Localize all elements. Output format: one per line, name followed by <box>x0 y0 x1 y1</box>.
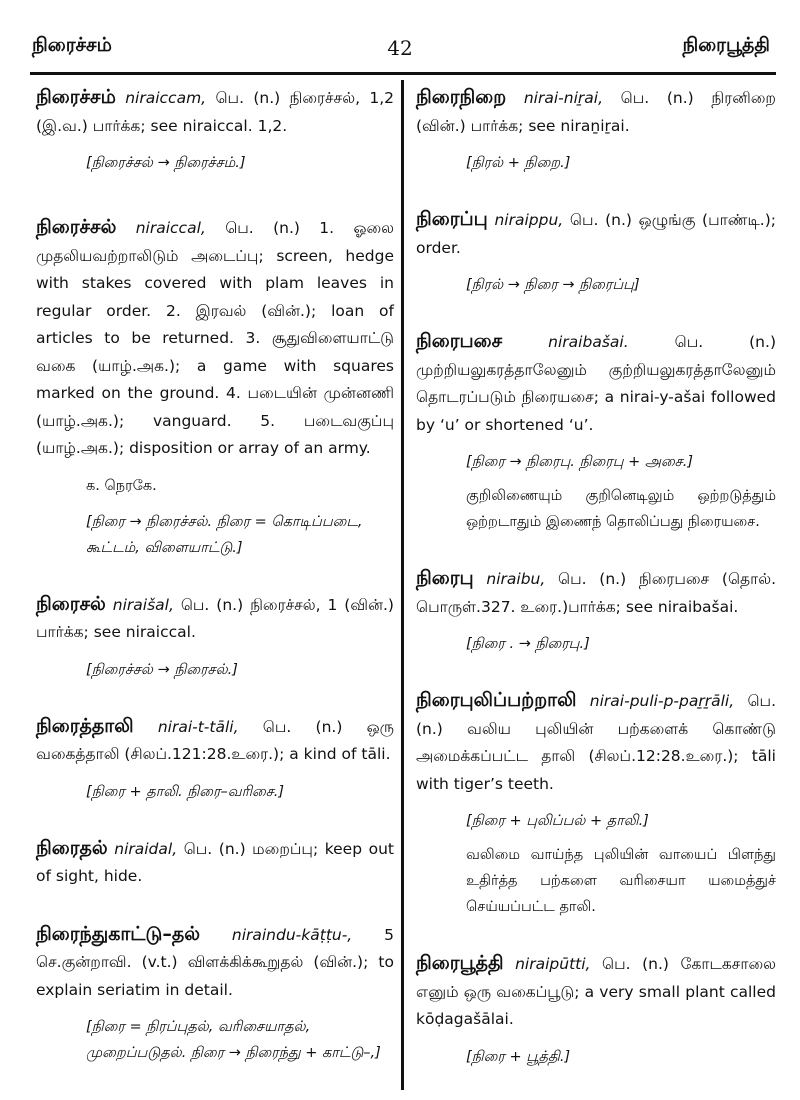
dictionary-entry <box>416 328 776 535</box>
left-column <box>36 84 394 1066</box>
transliteration: niraiccal, <box>135 219 206 237</box>
right-guide-word: நிரைபூத்தி <box>682 34 770 56</box>
dictionary-entry <box>36 591 394 683</box>
etymology: [நிரை + பூத்தி.] <box>466 1048 571 1065</box>
headword: நிரைதல் <box>36 836 108 859</box>
transliteration: niraipūtti, <box>515 955 591 973</box>
transliteration: nirai-t-tāli, <box>157 717 239 736</box>
transliteration: niraindu-kāṭṭu-, <box>231 925 353 944</box>
headword: நிரைபூத்தி <box>416 952 504 974</box>
dictionary-entry <box>36 835 394 891</box>
cognate: க. நெரகே. <box>86 477 157 494</box>
dictionary-entry <box>416 84 776 176</box>
dictionary-entry <box>416 206 776 298</box>
headword: நிரைச்சம் <box>36 86 116 108</box>
transliteration: niraibašai. <box>548 333 629 351</box>
headword: நிரைபுலிப்பற்றாலி <box>416 689 577 711</box>
etymology: [நிரல் → நிரை → நிரைப்பு] <box>466 277 640 293</box>
definition: பெ. (n.) நிரனிறை (வின்.) பார்க்க; see niraṉiṟai. <box>416 89 776 135</box>
definition: பெ. (n.) 1. ஓலை முதலியவற்றாலிடும் அடைப்பு; screen, hedge with stakes covered with plam leaves in regular order. 2. இரவல் (வின்.); loan of articles to be returned. 3. சூதுவிளையாட்டு வகை (யாழ்.அக.); a game with squares marked on the ground. 4. படையின் முன்னணி (யாழ்.அக.); vanguard. 5. படைவகுப்பு (யாழ்.அக.); disposition or array of an army. <box>36 219 394 457</box>
transliteration: niraidal, <box>114 839 178 858</box>
dictionary-entry <box>36 214 394 561</box>
headword: நிரைபசை <box>416 330 503 352</box>
definition: பெ. (n.) நிரைச்சல், 1,2 (இ.வ.) பார்க்க; see niraiccal. 1,2. <box>36 89 394 135</box>
headword: நிரைத்தாலி <box>36 714 134 737</box>
definition: பெ. (n.) கோடகசாலை எனும் ஒரு வகைப்பூடு; a very small plant called kōḍagašālai. <box>416 955 776 1028</box>
header-rule <box>30 72 776 75</box>
headword: நிரைநிறை <box>416 86 507 108</box>
etymology: [நிரை = நிரப்புதல், வரிசையாதல், முறைப்படுதல். நிரை → நிரைந்து + காட்டு–,] <box>86 1019 381 1061</box>
headword: நிரைந்துகாட்டு–தல் <box>36 922 201 945</box>
explanation: குறிலிணையும் குறினெடிலும் ஒற்றடுத்தும் ஒற்றடாதும் இணைந் தொலிப்பது நிரையசை. <box>466 488 776 530</box>
definition: பெ. (n.) மறைப்பு; keep out of sight, hide. <box>36 839 394 885</box>
headword: நிரைப்பு <box>416 208 488 230</box>
etymology: [நிரை + புலிப்பல் + தாலி.] <box>466 813 649 829</box>
etymology: [நிரை → நிரைச்சல். நிரை = கொடிப்படை, கூட்டம், விளையாட்டு.] <box>86 513 363 556</box>
dictionary-entry <box>36 921 394 1067</box>
definition: பெ. (n.) நிரைபசை (தொல். பொருள்.327. உரை.)பார்க்க; see niraibašai. <box>416 570 776 616</box>
definition: பெ. (n.) ஒழுங்கு (பாண்டி.); order. <box>416 211 776 257</box>
transliteration: niraiccam, <box>125 89 207 107</box>
etymology: [நிரல் + நிறை.] <box>466 155 571 171</box>
definition: பெ. (n.) ஒரு வகைத்தாலி (சிலப்.121:28.உரை.); a kind of tāli. <box>36 717 395 763</box>
transliteration: niraippu, <box>494 211 564 229</box>
dictionary-entry <box>416 950 776 1070</box>
transliteration: nirai-puli-p-paṟṟāli, <box>589 692 735 710</box>
transliteration: niraibu, <box>486 570 546 588</box>
etymology: [நிரைச்சல் → நிரைச்சம்.] <box>86 155 246 171</box>
definition: 5 செ.குன்றாவி. (v.t.) விளக்கிக்கூறுதல் (வின்.); to explain seriatim in detail. <box>36 925 394 999</box>
definition: பெ. (n.) நிரைச்சல், 1 (வின்.) பார்க்க; see niraiccal. <box>36 595 394 641</box>
definition: பெ. (n.) வலிய புலியின் பற்களைக் கொண்டு அமைக்கப்பட்ட தாலி (சிலப்.12:28.உரை.); tāli with tiger’s teeth. <box>416 692 776 793</box>
dictionary-entry <box>36 713 394 805</box>
etymology: [நிரை → நிரைபு. நிரைபு + அசை.] <box>466 454 693 470</box>
transliteration: niraišal, <box>112 595 174 614</box>
etymology: [நிரைச்சல் → நிரைசல்.] <box>86 661 238 678</box>
transliteration: nirai-niṟai, <box>523 89 603 107</box>
etymology: [நிரை + தாலி. நிரை–வரிசை.] <box>86 783 285 800</box>
dictionary-entry <box>416 687 776 920</box>
etymology: [நிரை . → நிரைபு.] <box>466 636 590 652</box>
right-column <box>416 84 776 1070</box>
explanation: வலிமை வாய்ந்த புலியின் வாயைப் பிளந்து உதிர்த்த பற்களை வரிசையா யமைத்துச் செய்யப்பட்ட தாலி. <box>466 847 776 915</box>
dictionary-entry <box>36 84 394 176</box>
page-header <box>0 0 800 72</box>
column-divider <box>401 80 404 1090</box>
left-guide-word: நிரைச்சம் <box>32 34 112 56</box>
headword: நிரைபு <box>416 567 474 589</box>
definition: பெ. (n.) முற்றியலுகரத்தாலேனும் குற்றியலுகரத்தாலேனும் தொடரப்படும் நிரையசை; a nirai-y-ašai followed by ‘u’ or shortened ‘u’. <box>416 333 776 434</box>
headword: நிரைசல் <box>36 592 106 615</box>
dictionary-entry <box>416 565 776 657</box>
headword: நிரைச்சல் <box>36 216 117 238</box>
page-number: 42 <box>387 36 413 60</box>
